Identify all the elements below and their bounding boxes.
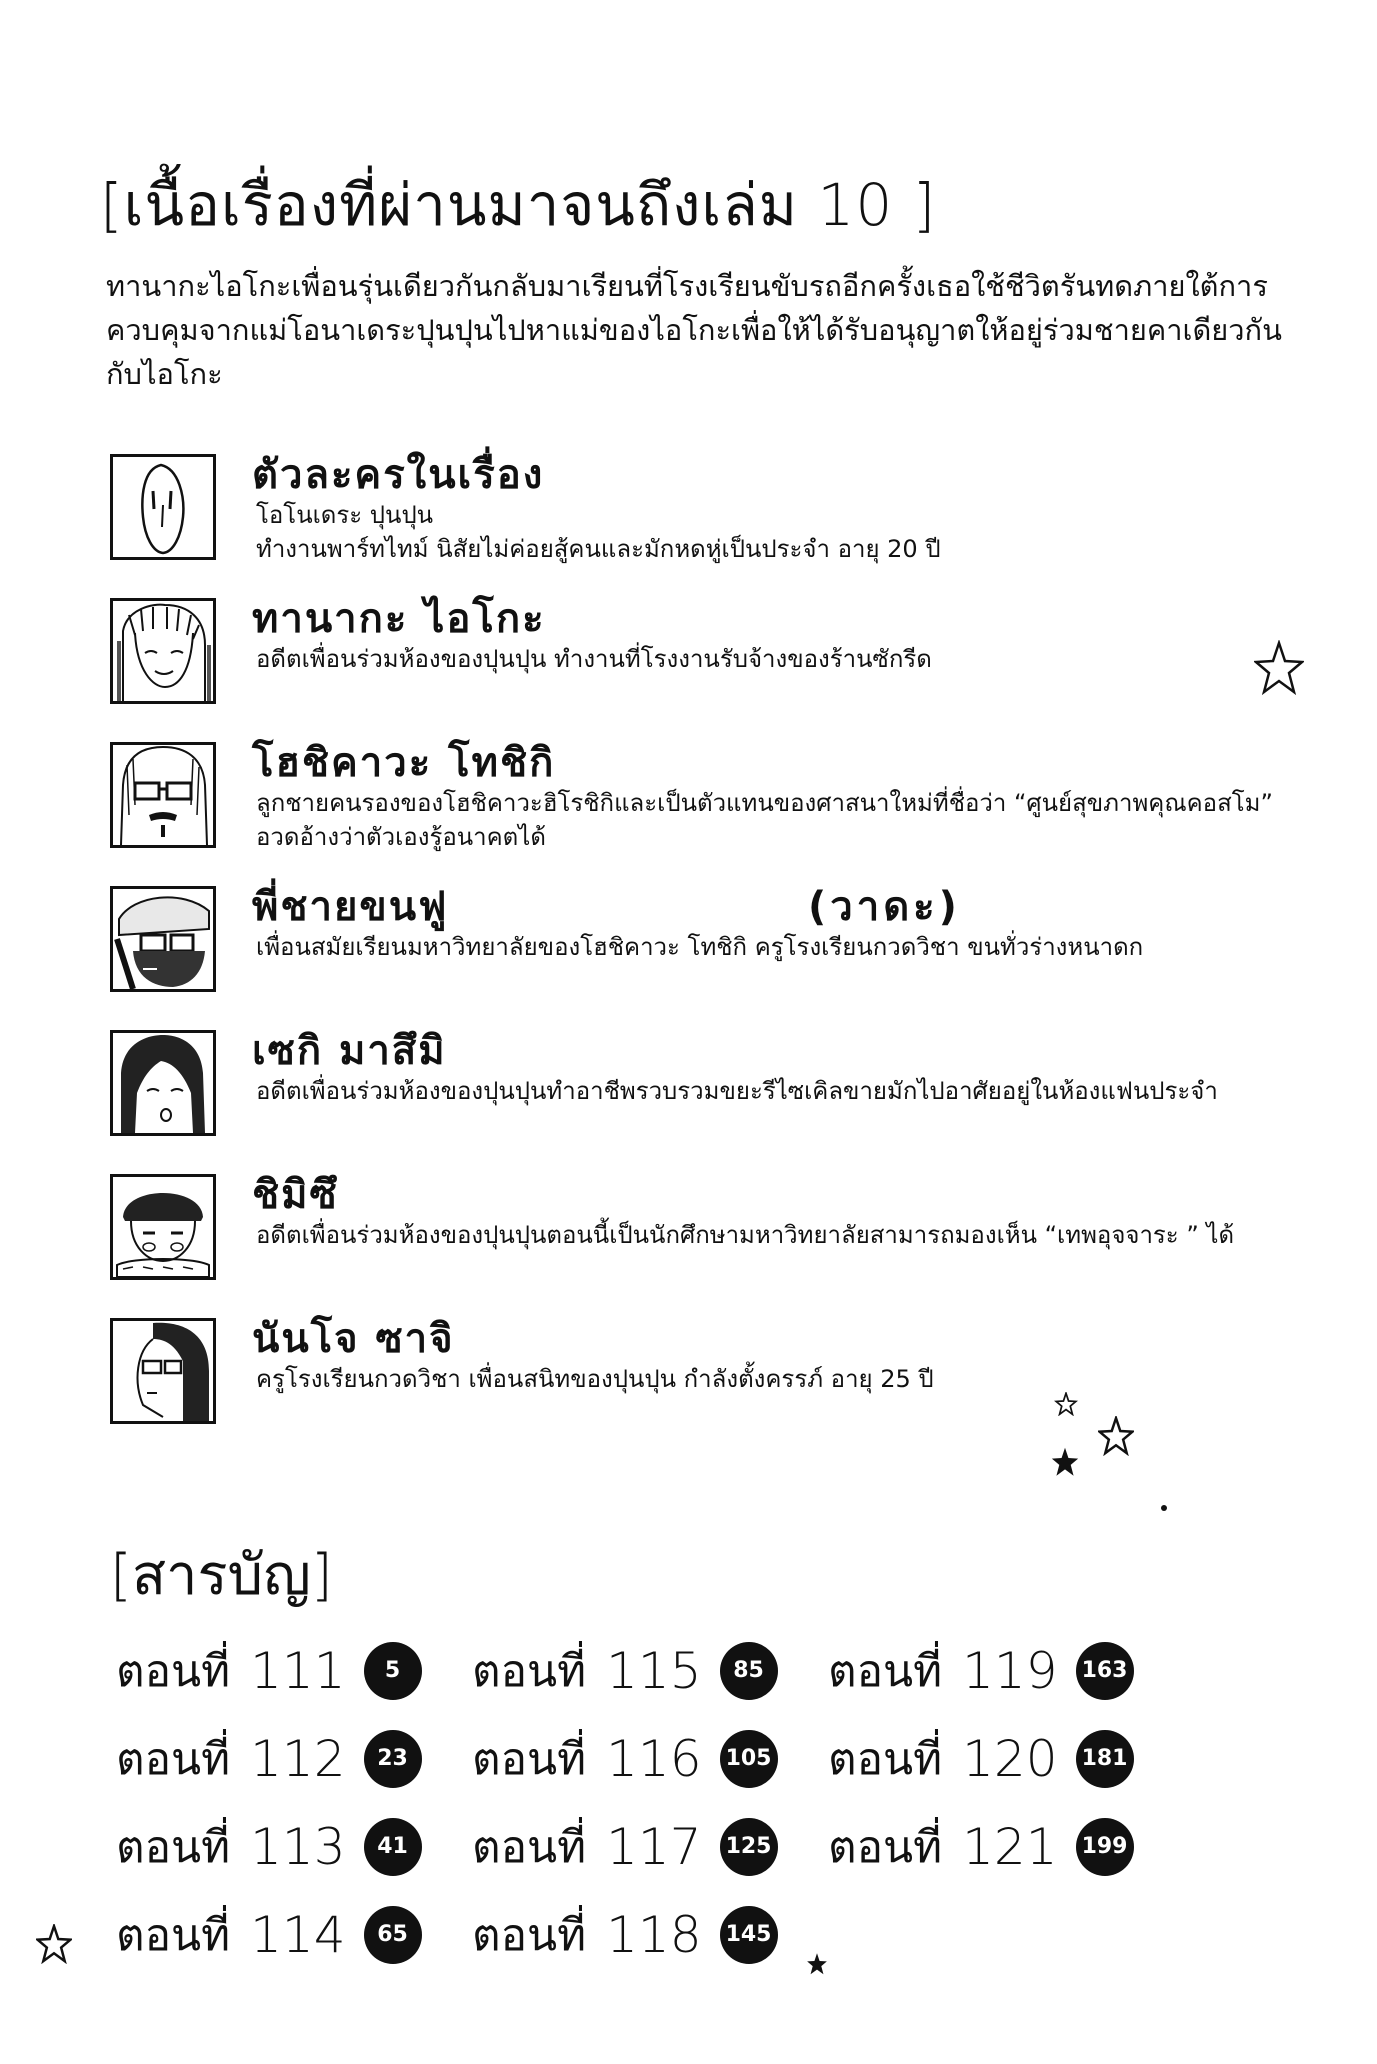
toc-entry[interactable]	[472, 1900, 778, 1964]
character-description: โอโนเดระ ปุนปุน ทำงานพาร์ทไทม์ นิสัยไม่ค่อยสู้คนและมักหดหู่เป็นประจำ อายุ 20 ปี	[256, 501, 941, 563]
synopsis-paragraph: ทานากะไอโกะเพื่อนรุ่นเดียวกันกลับมาเรียนที่โรงเรียนขับรถอีกครั้งเธอใช้ชีวิตรันทดภายใต้การควบคุมจากแม่โอนาเดระปุนปุนไปหาแม่ของไอโกะเพื่อให้ได้รับอนุญาตให้อยู่ร่วมชายคาเดียวกันกับไอโกะ	[106, 269, 1282, 391]
heading-close-bracket: ]	[912, 171, 937, 239]
toc-entry-chapter: 112	[250, 1730, 346, 1788]
character-name: พี่ชายขนฟู	[252, 884, 449, 930]
character-description: อดีตเพื่อนร่วมห้องของปุนปุนตอนนี้เป็นนักศึกษามหาวิทยาลัยสามารถมองเห็น “เทพอุจจาระ ” ได้	[256, 1221, 1235, 1249]
toc-entry-chapter: 115	[606, 1642, 702, 1700]
toc-entry-label: ตอนที่	[116, 1910, 231, 1961]
nanjo-face-icon	[113, 1321, 213, 1421]
toc-entry-label: ตอนที่	[116, 1734, 231, 1785]
character-description: อดีตเพื่อนร่วมห้องของปุนปุน ทำงานที่โรงงานรับจ้างของร้านซักรีด	[256, 645, 932, 673]
toc-page-badge: 65	[364, 1906, 422, 1964]
toc-title: [สารบัญ]	[110, 1543, 333, 1608]
hoshikawa-face-icon	[113, 745, 213, 845]
character-portrait	[110, 1030, 216, 1136]
shimizu-face-icon	[113, 1177, 213, 1277]
toc-entry-label: ตอนที่	[116, 1646, 231, 1697]
toc-page-badge: 23	[364, 1730, 422, 1788]
character-portrait	[110, 598, 216, 704]
table-of-contents	[116, 1636, 1216, 2016]
aiko-face-icon	[113, 601, 213, 701]
star-outline-icon	[1098, 1416, 1134, 1456]
star-filled-icon	[1050, 1446, 1080, 1478]
toc-entry[interactable]	[472, 1636, 778, 1700]
character-entry	[108, 1170, 1348, 1282]
toc-entry[interactable]	[828, 1724, 1134, 1788]
toc-entry-chapter: 113	[250, 1818, 346, 1876]
character-entry	[108, 450, 1348, 562]
toc-entry-label: ตอนที่	[828, 1822, 943, 1873]
wada-face-icon	[113, 889, 213, 989]
toc-entry-chapter: 116	[606, 1730, 702, 1788]
seki-face-icon	[113, 1033, 213, 1133]
toc-entry-chapter: 121	[962, 1818, 1058, 1876]
character-entry	[108, 738, 1348, 850]
character-portrait	[110, 1318, 216, 1424]
star-outline-icon	[1054, 1392, 1078, 1416]
character-name: นันโจ ซาจิ	[252, 1316, 455, 1362]
toc-entry[interactable]	[116, 1812, 422, 1876]
toc-entry-label: ตอนที่	[472, 1646, 587, 1697]
character-entry	[108, 1026, 1348, 1138]
toc-page-badge: 5	[364, 1642, 422, 1700]
toc-entry[interactable]	[116, 1900, 422, 1964]
toc-entry-label: ตอนที่	[472, 1822, 587, 1873]
character-portrait	[110, 886, 216, 992]
toc-entry-label: ตอนที่	[828, 1734, 943, 1785]
character-entry	[108, 594, 1348, 706]
toc-entry-label: ตอนที่	[828, 1646, 943, 1697]
toc-entry[interactable]	[472, 1724, 778, 1788]
toc-entry-chapter: 120	[962, 1730, 1058, 1788]
punpun-bird-icon	[113, 457, 213, 557]
character-name: ทานากะ ไอโกะ	[252, 596, 546, 642]
toc-entry-label: ตอนที่	[472, 1734, 587, 1785]
character-alias: (วาดะ)	[808, 884, 961, 930]
character-entry	[108, 1314, 1348, 1426]
toc-page-badge: 145	[720, 1906, 778, 1964]
toc-page-badge: 181	[1076, 1730, 1134, 1788]
character-description: ลูกชายคนรองของโฮชิคาวะฮิโรชิกิและเป็นตัวแทนของศาสนาใหม่ที่ชื่อว่า “ศูนย์สุขภาพคุณคอสโม” อวดอ้างว่าตัวเองรู้อนาคตได้	[256, 789, 1273, 851]
toc-entry-chapter: 111	[250, 1642, 346, 1700]
character-name: โฮชิคาวะ โทชิกิ	[252, 740, 556, 786]
star-filled-icon	[806, 1952, 828, 1976]
toc-entry[interactable]	[116, 1724, 422, 1788]
character-description: อดีตเพื่อนร่วมห้องของปุนปุนทำอาชีพรวบรวมขยะรีไซเคิลขายมักไปอาศัยอยู่ในห้องแฟนประจำ	[256, 1077, 1218, 1105]
toc-entry-chapter: 118	[606, 1906, 702, 1964]
toc-page-badge: 85	[720, 1642, 778, 1700]
toc-entry[interactable]	[116, 1636, 422, 1700]
toc-page-badge: 163	[1076, 1642, 1134, 1700]
page-heading	[100, 158, 936, 251]
character-description: เพื่อนสมัยเรียนมหาวิทยาลัยของโฮชิคาวะ โทชิกิ ครูโรงเรียนกวดวิชา ขนทั่วร่างหนาดก	[256, 933, 1144, 961]
toc-page-badge: 125	[720, 1818, 778, 1876]
character-description: ครูโรงเรียนกวดวิชา เพื่อนสนิทของปุนปุน กำลังตั้งครรภ์ อายุ 25 ปี	[256, 1365, 934, 1393]
character-name: ตัวละครในเรื่อง	[252, 452, 545, 498]
character-name: เซกิ มาสึมิ	[252, 1028, 447, 1074]
star-outline-icon	[1254, 640, 1304, 696]
toc-page-badge: 199	[1076, 1818, 1134, 1876]
toc-entry-chapter: 117	[606, 1818, 702, 1876]
character-portrait	[110, 454, 216, 560]
toc-page-badge: 41	[364, 1818, 422, 1876]
toc-entry-label: ตอนที่	[472, 1910, 587, 1961]
toc-entry[interactable]	[472, 1812, 778, 1876]
toc-page-badge: 105	[720, 1730, 778, 1788]
character-name: ชิมิซึ	[252, 1172, 339, 1218]
toc-entry-chapter: 119	[962, 1642, 1058, 1700]
character-entry	[108, 882, 1348, 994]
heading-open-bracket: [	[100, 171, 124, 239]
toc-entry[interactable]	[828, 1636, 1134, 1700]
toc-entry[interactable]	[828, 1812, 1134, 1876]
heading-text: เนื้อเรื่องที่ผ่านมาจนถึงเล่ม 10	[123, 171, 894, 239]
star-outline-icon	[36, 1924, 72, 1964]
character-portrait	[110, 1174, 216, 1280]
character-portrait	[110, 742, 216, 848]
toc-entry-chapter: 114	[250, 1906, 346, 1964]
dot-icon	[1160, 1504, 1168, 1512]
toc-entry-label: ตอนที่	[116, 1822, 231, 1873]
